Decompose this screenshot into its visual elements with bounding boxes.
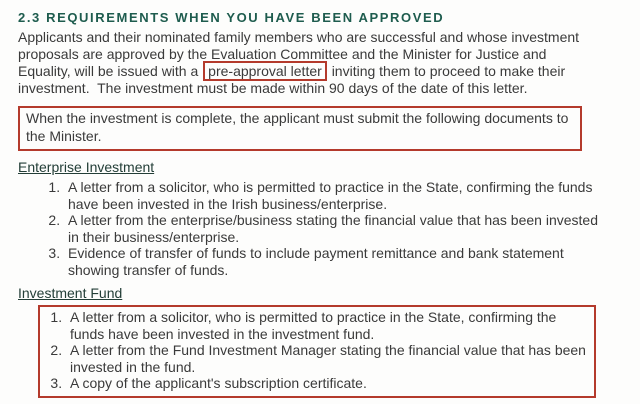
intro-paragraph bbox=[18, 29, 600, 97]
enterprise-investment-list bbox=[18, 179, 598, 278]
list-item: 1. A letter from a solicitor, who is permitted to practice in the State, confirming the funds have been invested in the investment fund. bbox=[66, 309, 586, 342]
boxed-note-text: When the investment is complete, the applicant must submit the following documents to the Minister. bbox=[26, 110, 569, 144]
list-item: 3. Evidence of transfer of funds to include payment remittance and bank statement showing transfer of funds. bbox=[64, 245, 598, 278]
subheading-enterprise-investment: Enterprise Investment bbox=[18, 159, 155, 175]
pre-approval-letter-annotation-box: pre-approval letter bbox=[203, 61, 327, 81]
boxed-note-annotation bbox=[18, 106, 582, 151]
list-item: 2. A letter from the Fund Investment Manager stating the financial value that has been invested in the fund. bbox=[66, 342, 586, 375]
list-item: 1. A letter from a solicitor, who is permitted to practice in the State, confirming the funds have been invested in the Irish business/enterprise. bbox=[64, 179, 598, 212]
investment-fund-list bbox=[42, 309, 586, 392]
list-item: 2. A letter from the enterprise/business stating the financial value that has been invested in their business/enterprise. bbox=[64, 212, 598, 245]
subheading-investment-fund: Investment Fund bbox=[18, 285, 123, 301]
intro-text-before: Applicants and their nominated family members who are successful and whose investment proposals are approved by the Evaluation Committee and the Minister for Justice and Equality, will be issued with a bbox=[18, 29, 583, 79]
section-heading: 2.3 REQUIREMENTS WHEN YOU HAVE BEEN APPROVED bbox=[18, 10, 445, 25]
boxed-list-annotation bbox=[38, 305, 596, 398]
list-item: 3. A copy of the applicant's subscription certificate. bbox=[66, 375, 586, 392]
intro-text-after: inviting them to proceed to make their investment. The investment must be made within 90 days of the date of this letter. bbox=[18, 63, 570, 96]
